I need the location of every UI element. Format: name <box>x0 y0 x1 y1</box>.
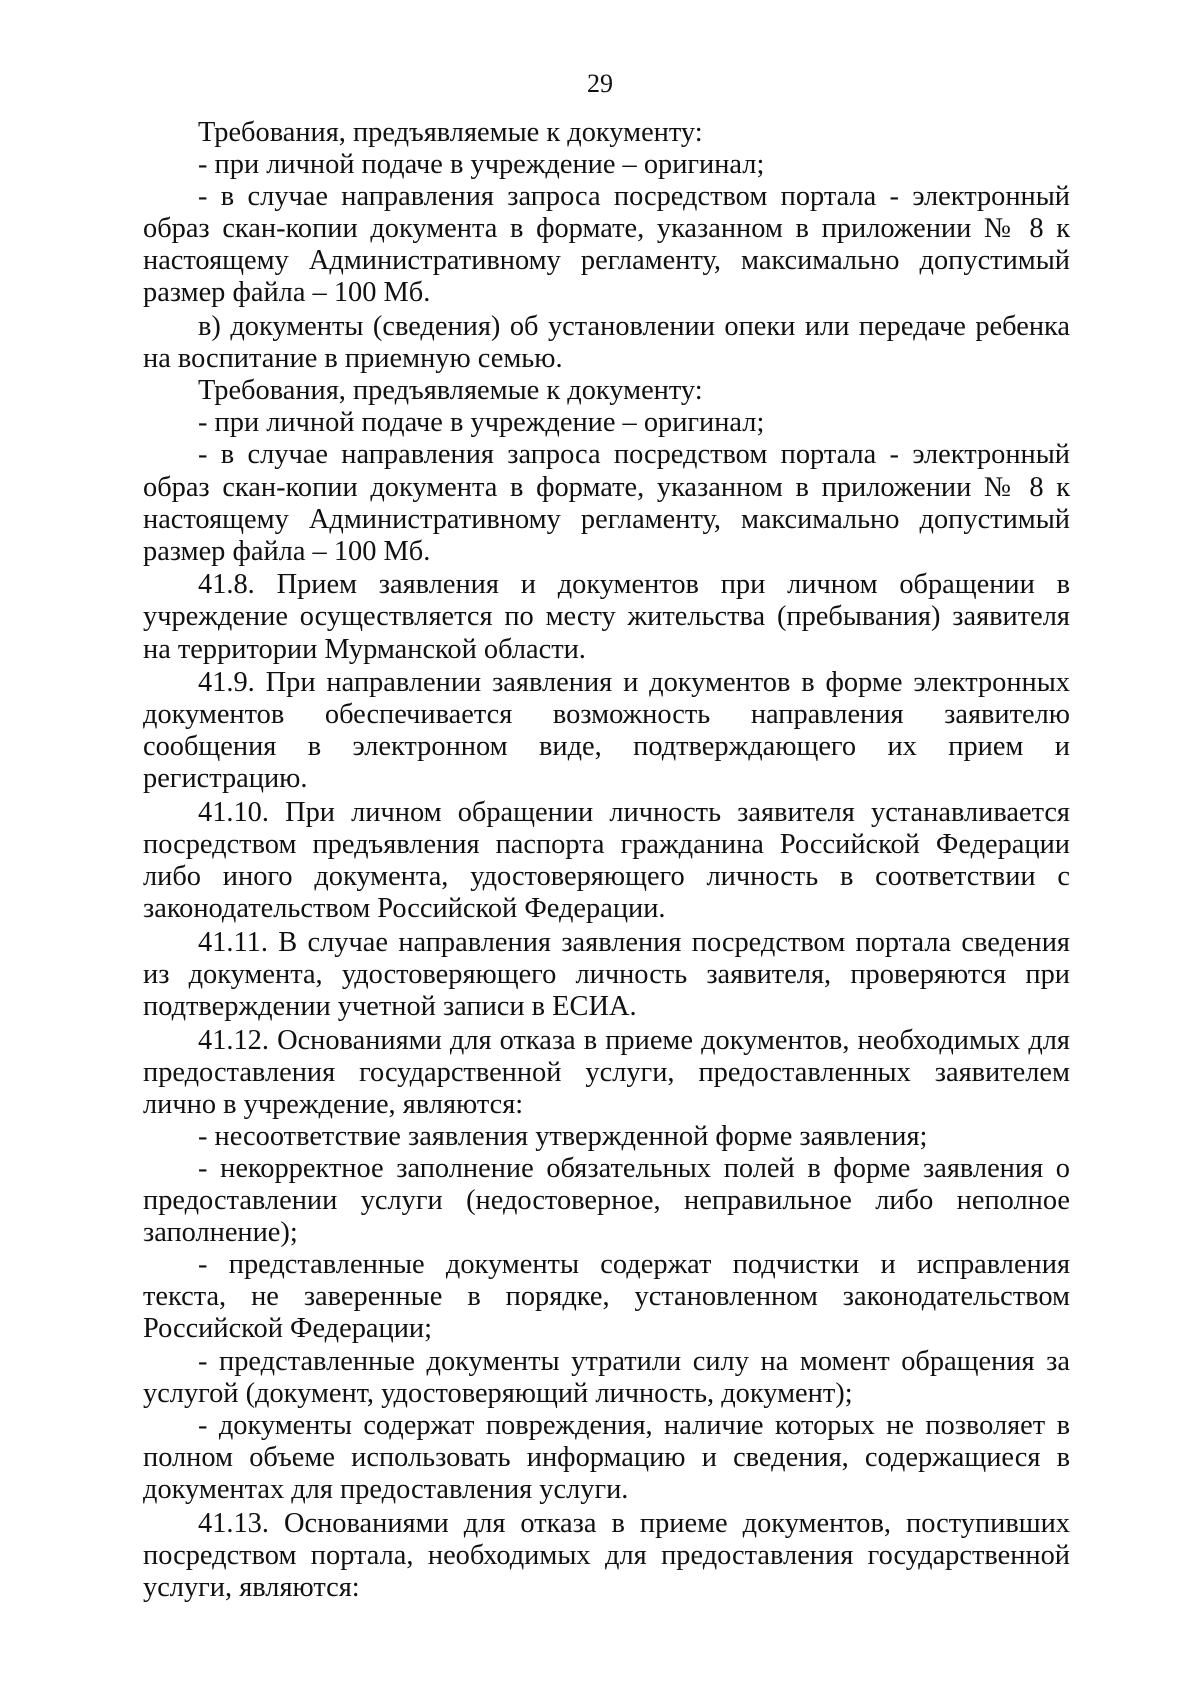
page-number: 29 <box>587 69 613 98</box>
paragraph-41-12: 41.12. Основаниями для отказа в приеме документов, необходимых для предоставления государственной услуги, предоставленных заявителем лично в учреждение, являются: <box>143 1024 1070 1120</box>
paragraph-personal-submission-1: - при личной подаче в учреждение – оригинал; <box>198 149 765 181</box>
paragraph-refusal-reason-4: - представленные документы утратили силу на момент обращения за услугой (документ, удостоверяющий личность, документ); <box>143 1345 1070 1409</box>
paragraph-portal-submission-1: - в случае направления запроса посредством портала - электронный образ скан-копии документа в формате, указанном в приложении № 8 к настоящему Административному регламенту, максимально допустимый размер файла – 100 Мб. <box>143 181 1070 309</box>
paragraph-guardianship-documents: в) документы (сведения) об установлении опеки или передаче ребенка на воспитание в приемную семью. <box>143 311 1070 375</box>
paragraph-refusal-reason-3: - представленные документы содержат подчистки и исправления текста, не заверенные в порядке, установленном законодательством Российской Федерации; <box>143 1249 1070 1345</box>
paragraph-41-11: 41.11. В случае направления заявления посредством портала сведения из документа, удостоверяющего личность заявителя, проверяются при подтверждении учетной записи в ЕСИА. <box>143 926 1070 1023</box>
paragraph-41-9: 41.9. При направлении заявления и документов в форме электронных документов обеспечивается возможность направления заявителю сообщения в электронном виде, подтверждающего их прием и регистрацию. <box>143 667 1070 795</box>
paragraph-requirements-2: Требования, предъявляемые к документу: <box>198 375 703 407</box>
paragraph-refusal-reason-5: - документы содержат повреждения, наличие которых не позволяет в полном объеме использовать информацию и сведения, содержащиеся в документах для предоставления услуги. <box>143 1409 1070 1505</box>
paragraph-41-10: 41.10. При личном обращении личность заявителя устанавливается посредством предъявления паспорта гражданина Российской Федерации либо иного документа, удостоверяющего личность в соответствии с законодательством Российской Федерации. <box>143 796 1070 925</box>
paragraph-portal-submission-2: - в случае направления запроса посредством портала - электронный образ скан-копии документа в формате, указанном в приложении № 8 к настоящему Административному регламенту, максимально допустимый размер файла – 100 Мб. <box>143 439 1070 567</box>
paragraph-personal-submission-2: - при личной подаче в учреждение – оригинал; <box>198 407 765 439</box>
paragraph-refusal-reason-1: - несоответствие заявления утвержденной форме заявления; <box>198 1120 928 1152</box>
paragraph-41-13: 41.13. Основаниями для отказа в приеме документов, поступивших посредством портала, необходимых для предоставления государственной услуги, являются: <box>143 1507 1070 1603</box>
paragraph-refusal-reason-2: - некорректное заполнение обязательных полей в форме заявления о предоставлении услуги (недостоверное, неправильное либо неполное заполнение); <box>143 1153 1070 1249</box>
document-body <box>143 117 1070 1604</box>
paragraph-41-8: 41.8. Прием заявления и документов при личном обращении в учреждение осуществляется по месту жительства (пребывания) заявителя на территории Мурманской области. <box>143 569 1070 665</box>
paragraph-requirements-1: Требования, предъявляемые к документу: <box>198 117 703 148</box>
